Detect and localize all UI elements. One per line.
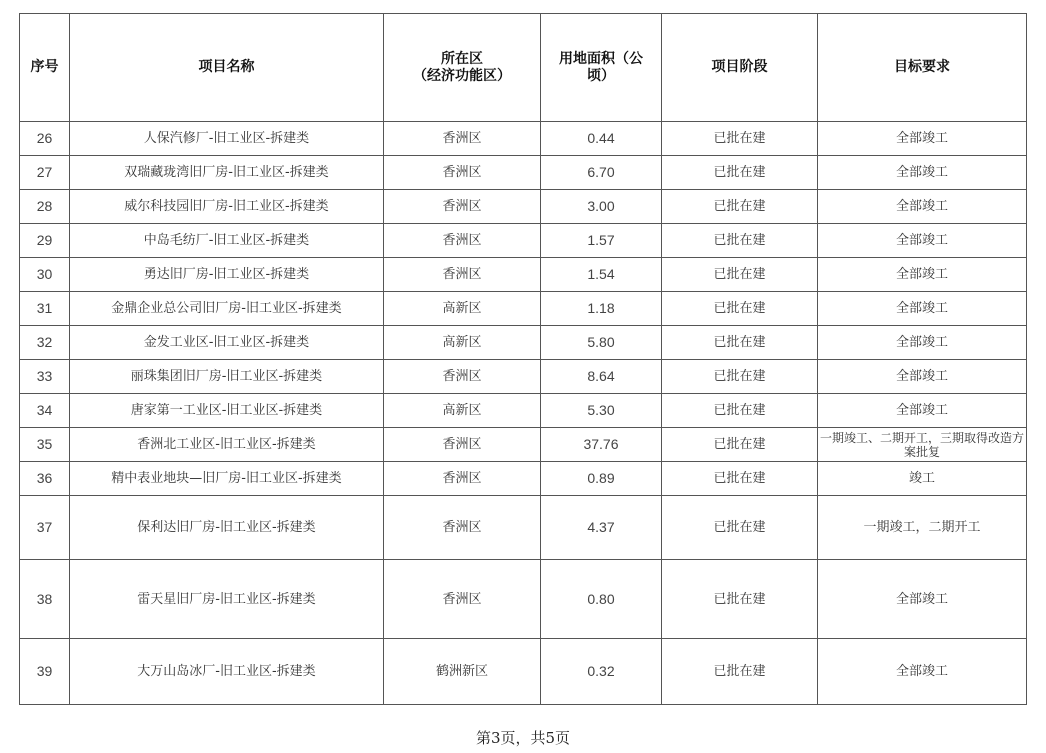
table-row: [20, 292, 1027, 326]
table-row: [20, 326, 1027, 360]
row-area: 0.32: [541, 639, 662, 705]
row-seq: 37: [20, 496, 70, 560]
row-area: 3.00: [541, 190, 662, 224]
row-area: 0.80: [541, 560, 662, 639]
row-seq: 38: [20, 560, 70, 639]
header-target: 目标要求: [818, 14, 1027, 122]
row-stage: 已批在建: [662, 428, 818, 462]
row-area: 1.54: [541, 258, 662, 292]
row-name: 金鼎企业总公司旧厂房-旧工业区-拆建类: [70, 292, 384, 326]
table-row: [20, 190, 1027, 224]
row-target: 全部竣工: [818, 560, 1027, 639]
row-stage: 已批在建: [662, 122, 818, 156]
header-row: [20, 14, 1027, 122]
table-row: [20, 258, 1027, 292]
row-area: 4.37: [541, 496, 662, 560]
row-name: 人保汽修厂-旧工业区-拆建类: [70, 122, 384, 156]
row-target: 全部竣工: [818, 360, 1027, 394]
row-target: 全部竣工: [818, 224, 1027, 258]
header-stage: 项目阶段: [662, 14, 818, 122]
row-district: 高新区: [384, 326, 541, 360]
row-district: 香洲区: [384, 156, 541, 190]
row-stage: 已批在建: [662, 190, 818, 224]
row-district: 香洲区: [384, 258, 541, 292]
header-district: [384, 14, 541, 122]
row-target: 全部竣工: [818, 122, 1027, 156]
row-district: 香洲区: [384, 496, 541, 560]
row-seq: 36: [20, 462, 70, 496]
row-target: 全部竣工: [818, 394, 1027, 428]
row-name: 中岛毛纺厂-旧工业区-拆建类: [70, 224, 384, 258]
row-seq: 30: [20, 258, 70, 292]
row-seq: 29: [20, 224, 70, 258]
row-name: 精中表业地块—旧厂房-旧工业区-拆建类: [70, 462, 384, 496]
row-name: 香洲北工业区-旧工业区-拆建类: [70, 428, 384, 462]
row-stage: 已批在建: [662, 292, 818, 326]
row-area: 8.64: [541, 360, 662, 394]
row-area: 5.30: [541, 394, 662, 428]
table-row: [20, 394, 1027, 428]
row-target: 全部竣工: [818, 292, 1027, 326]
row-target: 全部竣工: [818, 190, 1027, 224]
row-seq: 31: [20, 292, 70, 326]
row-stage: 已批在建: [662, 360, 818, 394]
row-district: 鹤洲新区: [384, 639, 541, 705]
row-district: 香洲区: [384, 122, 541, 156]
row-district: 高新区: [384, 292, 541, 326]
row-seq: 28: [20, 190, 70, 224]
row-stage: 已批在建: [662, 639, 818, 705]
row-area: 5.80: [541, 326, 662, 360]
row-area: 1.57: [541, 224, 662, 258]
row-name: 勇达旧厂房-旧工业区-拆建类: [70, 258, 384, 292]
row-seq: 34: [20, 394, 70, 428]
header-area-line2: 顷）: [587, 67, 615, 84]
row-district: 香洲区: [384, 560, 541, 639]
header-district-line2: （经济功能区）: [413, 67, 511, 84]
table-row: [20, 428, 1027, 462]
row-name: 大万山岛冰厂-旧工业区-拆建类: [70, 639, 384, 705]
header-area: [541, 14, 662, 122]
row-name: 威尔科技园旧厂房-旧工业区-拆建类: [70, 190, 384, 224]
row-target: 竣工: [818, 462, 1027, 496]
row-area: 37.76: [541, 428, 662, 462]
row-target: 全部竣工: [818, 156, 1027, 190]
row-target: 一期竣工，二期开工: [818, 496, 1027, 560]
row-stage: 已批在建: [662, 496, 818, 560]
row-target: 全部竣工: [818, 258, 1027, 292]
row-seq: 27: [20, 156, 70, 190]
row-area: 6.70: [541, 156, 662, 190]
row-name: 唐家第一工业区-旧工业区-拆建类: [70, 394, 384, 428]
row-seq: 35: [20, 428, 70, 462]
row-district: 香洲区: [384, 360, 541, 394]
row-stage: 已批在建: [662, 394, 818, 428]
table-row: [20, 122, 1027, 156]
row-district: 香洲区: [384, 428, 541, 462]
header-district-line1: 所在区: [441, 50, 483, 67]
row-stage: 已批在建: [662, 326, 818, 360]
row-seq: 39: [20, 639, 70, 705]
row-name: 双瑞藏珑湾旧厂房-旧工业区-拆建类: [70, 156, 384, 190]
row-seq: 33: [20, 360, 70, 394]
table-row: [20, 156, 1027, 190]
row-area: 1.18: [541, 292, 662, 326]
header-seq: 序号: [20, 14, 70, 122]
table-row: [20, 496, 1027, 560]
row-stage: 已批在建: [662, 560, 818, 639]
row-name: 保利达旧厂房-旧工业区-拆建类: [70, 496, 384, 560]
row-area: 0.44: [541, 122, 662, 156]
row-seq: 26: [20, 122, 70, 156]
row-district: 高新区: [384, 394, 541, 428]
row-name: 雷天星旧厂房-旧工业区-拆建类: [70, 560, 384, 639]
row-stage: 已批在建: [662, 462, 818, 496]
row-name: 金发工业区-旧工业区-拆建类: [70, 326, 384, 360]
table-row: [20, 560, 1027, 639]
header-area-line1: 用地面积（公: [559, 50, 643, 67]
row-name: 丽珠集团旧厂房-旧工业区-拆建类: [70, 360, 384, 394]
row-area: 0.89: [541, 462, 662, 496]
table-row: [20, 639, 1027, 705]
header-name: 项目名称: [70, 14, 384, 122]
project-table: [19, 13, 1027, 705]
table-row: [20, 360, 1027, 394]
row-target: 全部竣工: [818, 639, 1027, 705]
page-footer: 第3页，共5页: [475, 729, 571, 747]
row-district: 香洲区: [384, 190, 541, 224]
row-target: 一期竣工、二期开工，三期取得改造方案批复: [818, 428, 1027, 462]
row-stage: 已批在建: [662, 258, 818, 292]
row-stage: 已批在建: [662, 224, 818, 258]
row-stage: 已批在建: [662, 156, 818, 190]
row-seq: 32: [20, 326, 70, 360]
table-row: [20, 224, 1027, 258]
row-district: 香洲区: [384, 462, 541, 496]
table-row: [20, 462, 1027, 496]
row-district: 香洲区: [384, 224, 541, 258]
row-target: 全部竣工: [818, 326, 1027, 360]
